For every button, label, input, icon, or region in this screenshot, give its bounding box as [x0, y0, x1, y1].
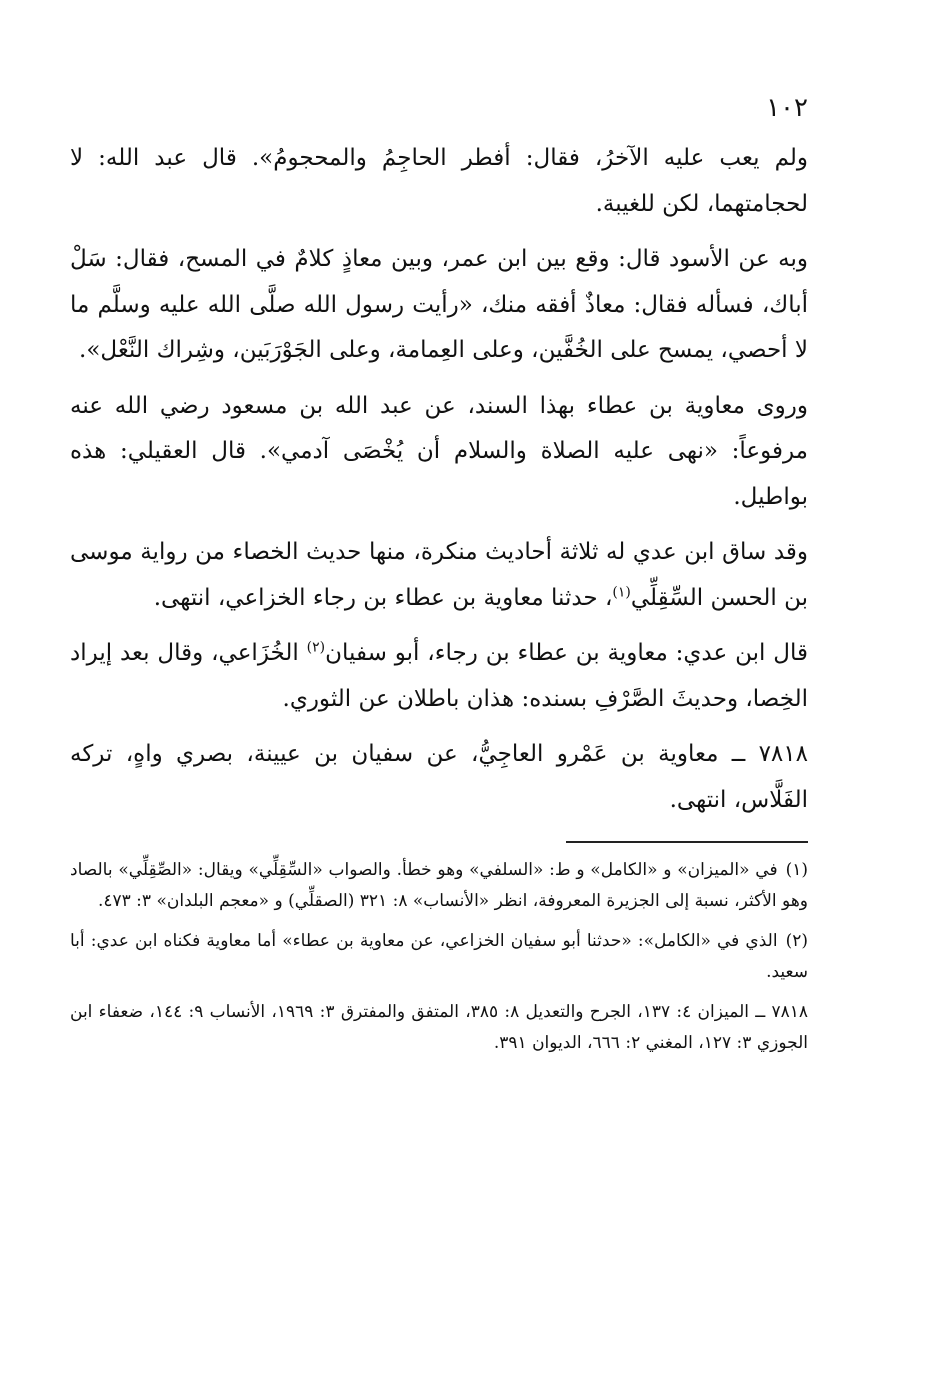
footnote-ref-2[interactable]: (٢)	[306, 639, 326, 656]
footnotes	[70, 855, 808, 1058]
book-page	[70, 88, 808, 1068]
paragraph-5	[70, 631, 808, 722]
footnote-ref-1[interactable]: (١)	[612, 583, 631, 600]
paragraph-4-text-before: وقد ساق ابن عدي له ثلاثة أحاديث منكرة، منها حديث الخصاء من رواية موسى بن الحسن السِّقِلِّي	[70, 539, 808, 611]
paragraph-4	[70, 530, 808, 621]
paragraph-2: وبه عن الأسود قال: وقع بين ابن عمر، وبين معاذٍ كلامٌ في المسح، فقال: سَلْ أباك، فسأله فقال: معاذٌ أفقه منك، «رأيت رسول الله صلَّى الله عليه وسلَّم ما لا أحصي، يمسح على الخُفَّين، وعلى العِمامة، وعلى الجَوْرَبَين، وشِراك النَّعْل».	[70, 246, 808, 363]
footnote-2	[70, 926, 808, 987]
page-number: ١٠٢	[766, 93, 808, 123]
paragraph-4-text-after: ، حدثنا معاوية بن عطاء بن رجاء الخزاعي، انتهى.	[153, 584, 613, 611]
entry-7818: ٧٨١٨ ــ معاوية بن عَمْرو العاجِيُّ، عن سفيان بن عيينة، بصري واهٍ، تركه الفَلَّاس، انتهى.	[70, 741, 808, 813]
footnote-1-text: في «الميزان» و «الكامل» و ط: «السلفي» وهو خطأ. والصواب «السِّقِلِّي» ويقال: «الصِّقِلِّي» بالصاد وهو الأكثر، نسبة إلى الجزيرة المعروفة، انظر «الأنساب» ٨: ٣٢١ (الصقلِّي) و «معجم البلدان» ٣: ٤٧٣.	[70, 860, 808, 911]
footnote-2-text: الذي في «الكامل»: «حدثنا أبو سفيان الخزاعي، عن معاوية بن عطاء» أما معاوية فكناه ابن عدي: أبا سعيد.	[70, 931, 808, 982]
footnote-2-mark: (٢)	[785, 931, 808, 951]
main-text	[70, 136, 808, 823]
paragraph-5-text-after: الخُزَاعي، وقال بعد إيراد الخِصا، وحديثَ الصَّرْفِ بسنده: هذان باطلان عن الثوري.	[70, 640, 808, 712]
paragraph-1: ولم يعب عليه الآخرُ، فقال: أفطر الحاجِمُ والمحجومُ». قال عبد الله: لا لحجامتهما، لكن للغيبة.	[70, 145, 808, 217]
paragraph-5-text-before: قال ابن عدي: معاوية بن عطاء بن رجاء، أبو سفيان	[325, 640, 808, 666]
sources-note: ٧٨١٨ ــ الميزان ٤: ١٣٧، الجرح والتعديل ٨: ٣٨٥، المتفق والمفترق ٣: ١٩٦٩، الأنساب ٩: ١٤٤، ضعفاء ابن الجوزي ٣: ١٢٧، المغني ٢: ٦٦٦، الديوان ٣٩١.	[70, 1002, 809, 1053]
paragraph-3: وروى معاوية بن عطاء بهذا السند، عن عبد الله بن مسعود رضي الله عنه مرفوعاً: «نهى عليه الصلاة والسلام أن يُخْصَى آدمي». قال العقيلي: هذه بواطيل.	[70, 392, 808, 510]
footnote-1	[70, 855, 808, 916]
footnote-separator	[566, 841, 808, 843]
footnote-1-mark: (١)	[785, 860, 808, 880]
